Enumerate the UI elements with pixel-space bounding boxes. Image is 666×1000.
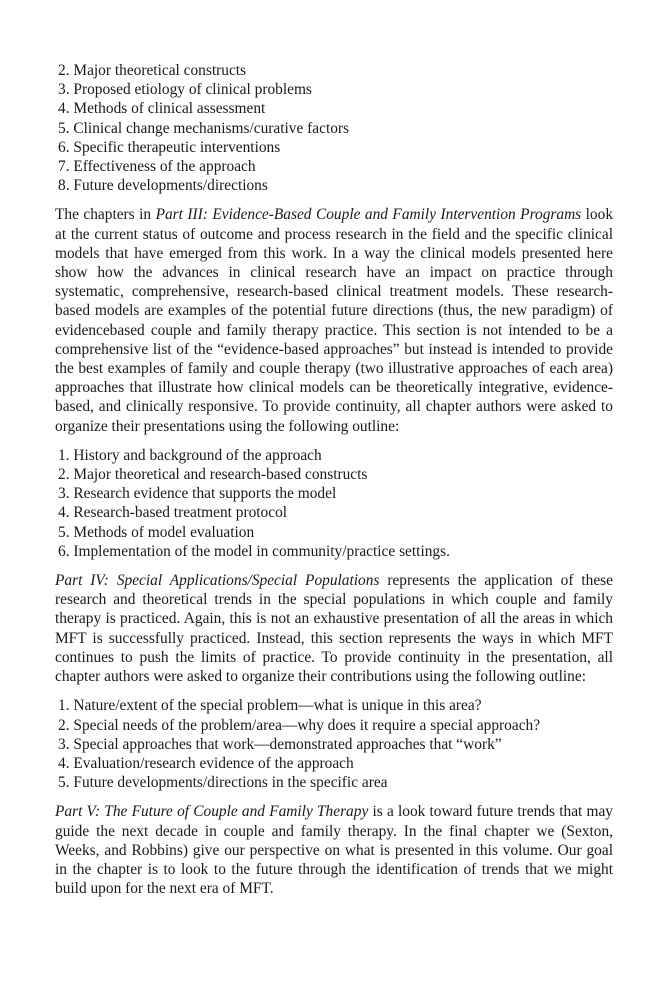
list-item: 1. Nature/extent of the special problem—what is unique in this area? [58, 697, 482, 715]
list-item: 5. Future developments/directions in the specific area [58, 774, 388, 792]
list-item: 8. Future developments/directions [58, 177, 268, 195]
list-item: 3. Proposed etiology of clinical problems [58, 81, 312, 99]
list-item: 4. Research-based treatment protocol [58, 504, 288, 522]
paragraph-part-iv [55, 571, 613, 686]
part-title-italic: Part V: The Future of Couple and Family Therapy [55, 803, 369, 821]
list-item: 5. Methods of model evaluation [58, 523, 255, 541]
outline-list-1 [55, 61, 613, 195]
list-item: 4. Methods of clinical assessment [58, 100, 266, 118]
paragraph-part-iii [55, 205, 613, 435]
part-title-italic: Part IV: Special Applications/Special Populations [55, 572, 380, 590]
list-item: 5. Clinical change mechanisms/curative factors [58, 119, 350, 137]
list-item: 2. Major theoretical and research-based constructs [58, 466, 368, 484]
list-item: 6. Specific therapeutic interventions [58, 138, 281, 156]
list-item: 3. Research evidence that supports the model [58, 485, 337, 503]
list-item: 6. Implementation of the model in community/practice settings. [58, 542, 450, 560]
list-item: 1. History and background of the approach [58, 446, 322, 464]
paragraph-text: The chapters in [55, 206, 156, 224]
paragraph-text: represents the application of these research and theoretical trends in the special populations in which couple and family therapy is practiced. Again, this is not an exhaustive presentation of all the areas in which MFT is successfully practiced. Instead, this section represents the ways in which MFT continues to push the limits of practice. To provide continuity in the presentation, all chapter authors were asked to organize their contributions using the following outline: [55, 572, 613, 686]
outline-list-2 [55, 446, 613, 561]
list-item: 7. Effectiveness of the approach [58, 158, 256, 176]
paragraph-text: is a look toward future trends that may guide the next decade in couple and family therapy. In the final chapter we (Sexton, Weeks, and Robbins) give our perspective on what is presented in this volume. Our goal in the chapter is to look to the future through the identification of trends that we might build upon for the next era of MFT. [55, 803, 613, 898]
list-item: 2. Special needs of the problem/area—why does it require a special approach? [58, 716, 541, 734]
list-item: 3. Special approaches that work—demonstrated approaches that “work” [58, 735, 502, 753]
list-item: 4. Evaluation/research evidence of the approach [58, 754, 354, 772]
paragraph-part-v [55, 802, 613, 898]
list-item: 2. Major theoretical constructs [58, 62, 247, 79]
outline-list-3 [55, 696, 613, 792]
part-title-italic: Part III: Evidence-Based Couple and Family Intervention Programs [155, 206, 582, 224]
paragraph-text: look at the current status of outcome and process research in the field and the specific clinical models that have emerged from this work. In a way the clinical models presented here show how the advances in clinical research have an impact on practice through systematic, comprehensive, research-based clinical treatment models. These research-based models are examples of the potential future directions (thus, the new paradigm) of evidencebased couple and family therapy practice. This section is not intended to be a comprehensive list of the “evidence-based approaches” but instead is intended to provide the best examples of family and couple therapy (two illustrative approaches of each area) approaches that illustrate how clinical models can be theoretically integrative, evidence-based, and clinically responsive. To provide continuity, all chapter authors were asked to organize their presentations using the following outline: [55, 206, 614, 435]
document-page [55, 61, 613, 898]
